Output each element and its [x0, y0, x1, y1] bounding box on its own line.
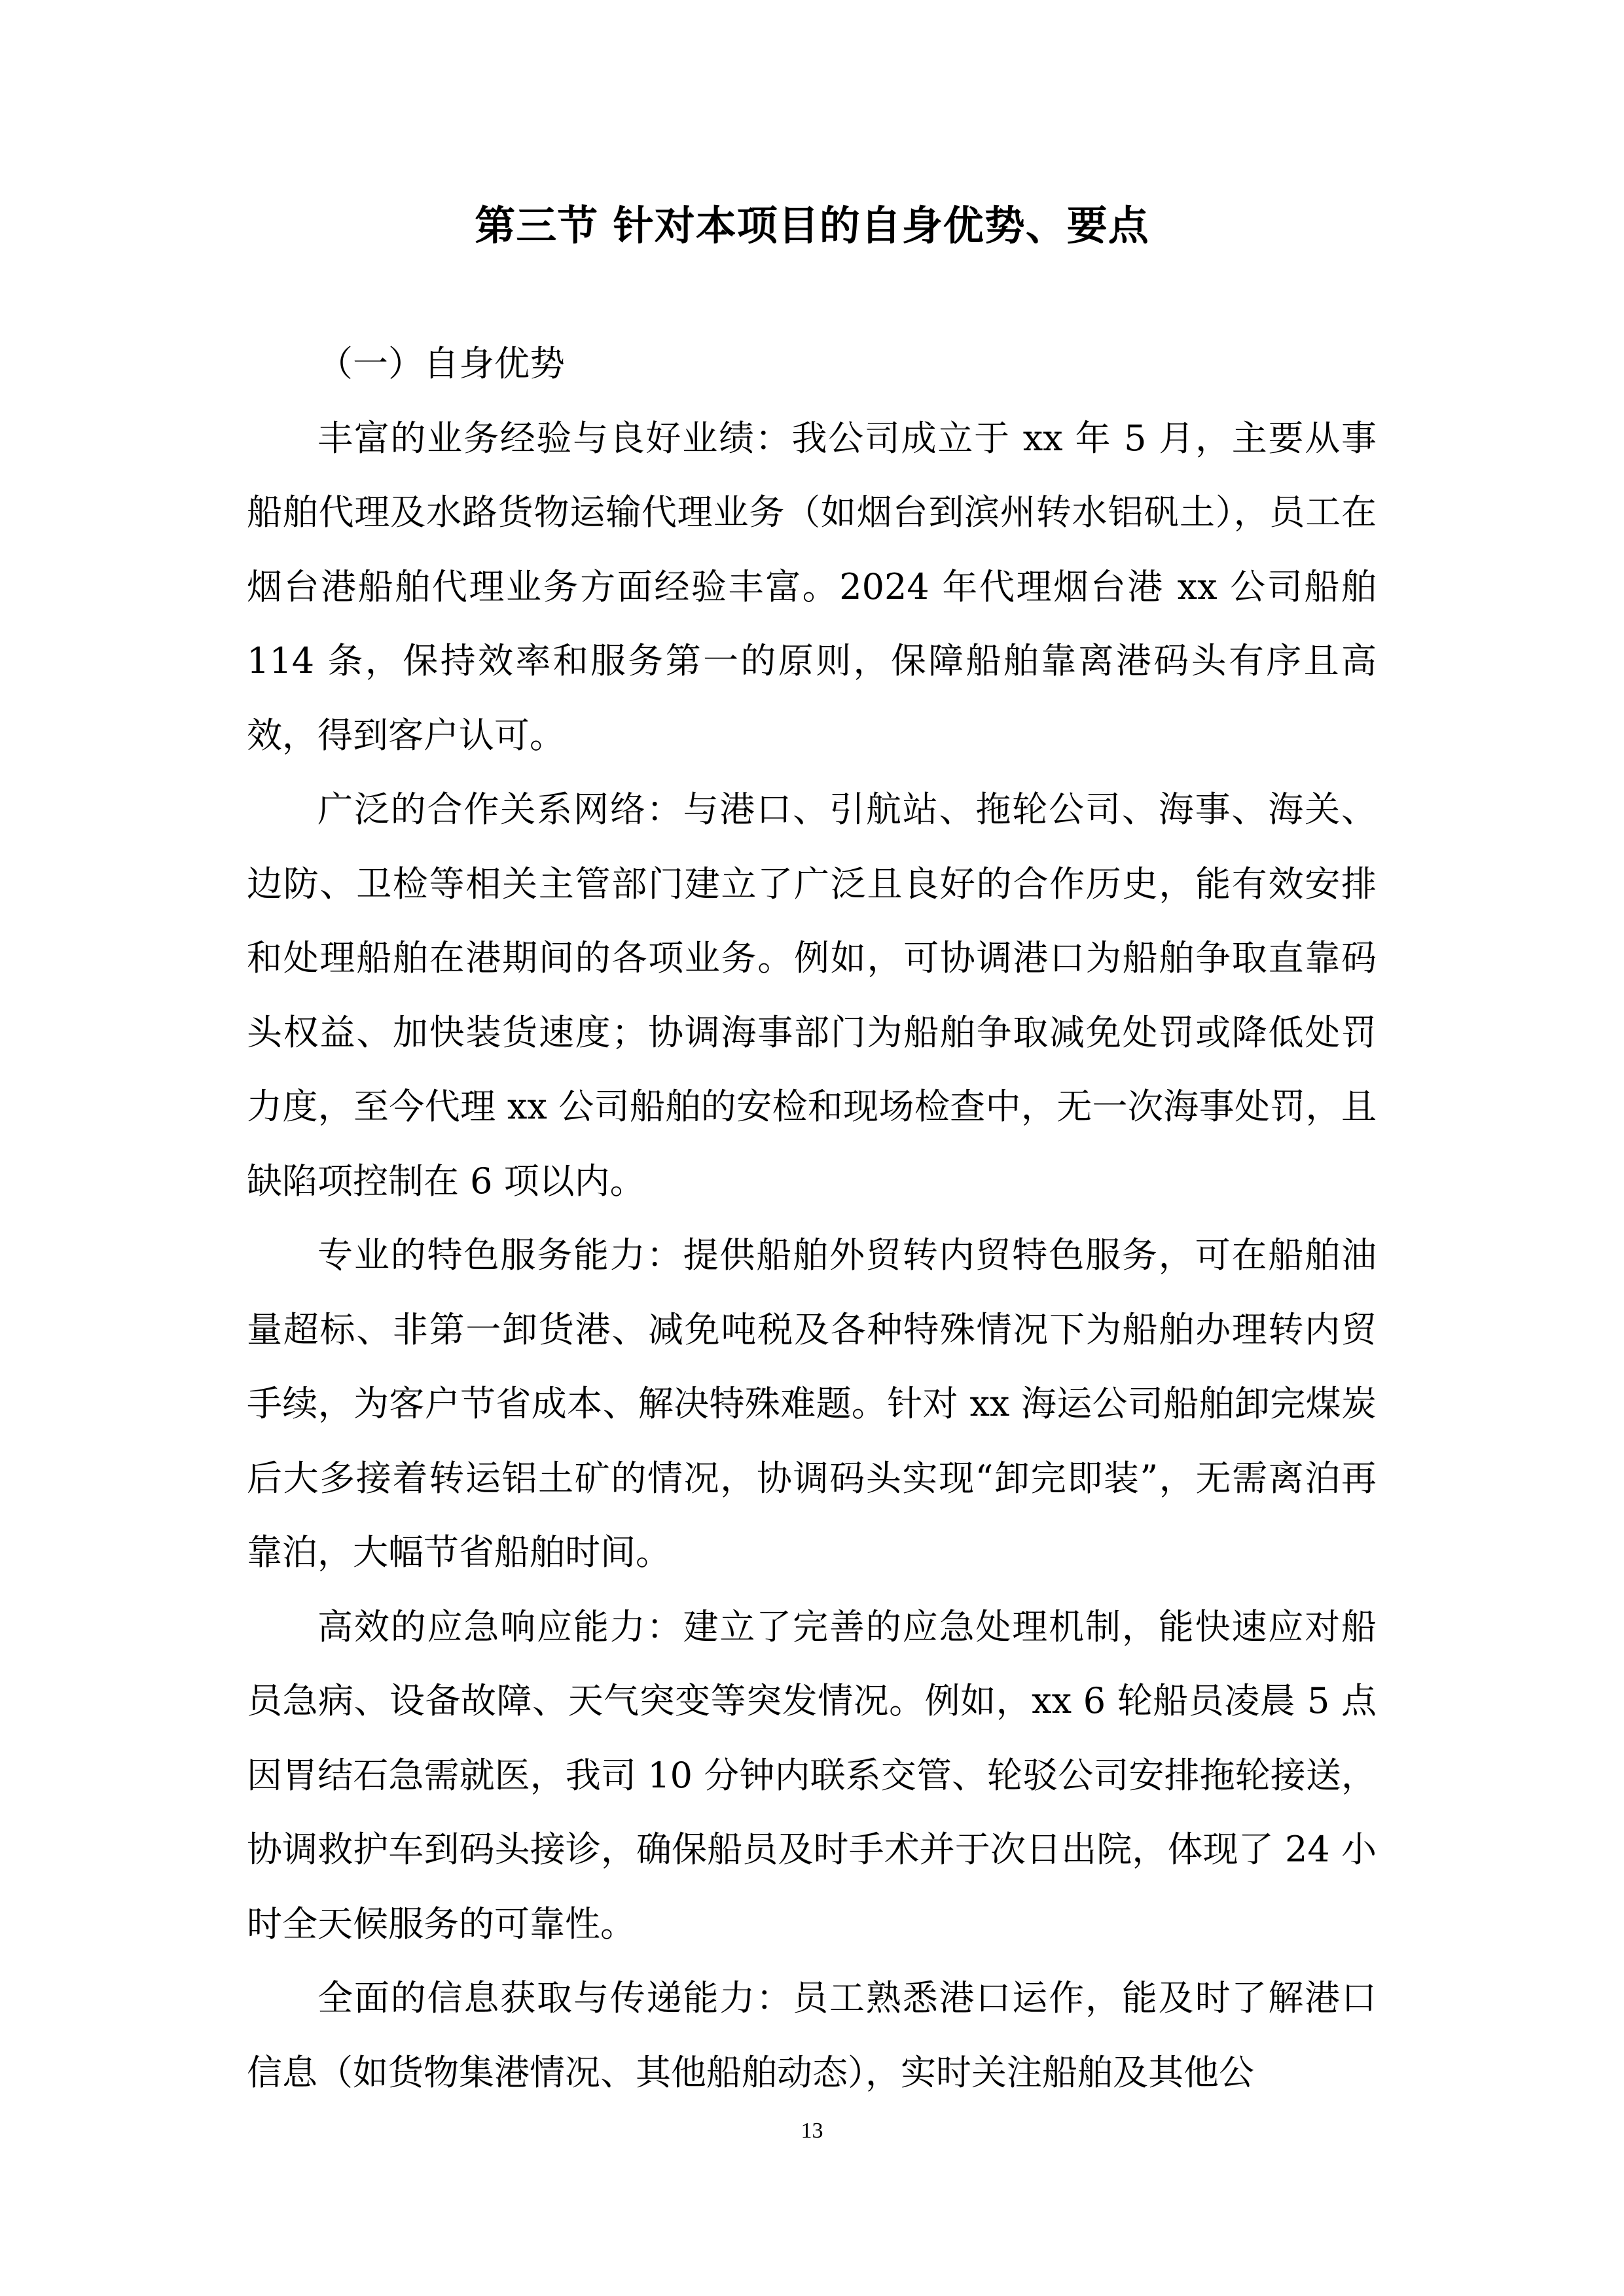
section-title: 第三节 针对本项目的自身优势、要点: [475, 202, 1149, 249]
paragraph-special-services: 专业的特色服务能力：提供船舶外贸转内贸特色服务，可在船舶油量超标、非第一卸货港、减免吨税及各种特殊情况下为船舶办理转内贸手续，为客户节省成本、解决特殊难题。针对 xx 海运公司船舶卸完煤炭后大多接着转运铝土矿的情况，协调码头实现“卸完即装”，无需离泊再靠泊，大幅节省船舶时间。: [247, 1234, 1377, 1573]
paragraph-emergency-response: 高效的应急响应能力：建立了完善的应急处理机制，能快速应对船员急病、设备故障、天气突变等突发情况。例如，xx 6 轮船员凌晨 5 点因胃结石急需就医，我司 10 分钟内联系交管、轮驳公司安排拖轮接送，协调救护车到码头接诊，确保船员及时手术并于次日出院，体现了 24 小时全天候服务的可靠性。: [247, 1605, 1377, 1945]
subsection-heading: （一）自身优势: [317, 343, 565, 384]
paragraph-cooperation-network: 广泛的合作关系网络：与港口、引航站、拖轮公司、海事、海关、边防、卫检等相关主管部门建立了广泛且良好的合作历史，能有效安排和处理船舶在港期间的各项业务。例如，可协调港口为船舶争取直靠码头权益、加快装货速度；协调海事部门为船舶争取减免处罚或降低处罚力度，至今代理 xx 公司船舶的安检和现场检查中，无一次海事处罚，且缺陷项控制在 6 项以内。: [247, 789, 1377, 1202]
paragraph-information-capability: 全面的信息获取与传递能力：员工熟悉港口运作，能及时了解港口信息（如货物集港情况、其他船舶动态），实时关注船舶及其他公: [247, 1977, 1377, 2093]
document-body: [247, 327, 1377, 2109]
page-number: 13: [801, 2119, 823, 2143]
paragraph-business-experience: 丰富的业务经验与良好业绩：我公司成立于 xx 年 5 月，主要从事船舶代理及水路货物运输代理业务（如烟台到滨州转水铝矾土），员工在烟台港船舶代理业务方面经验丰富。2024 年代理烟台港 xx 公司船舶 114 条，保持效率和服务第一的原则，保障船舶靠离港码头有序且高效，得到客户认可。: [247, 417, 1377, 756]
